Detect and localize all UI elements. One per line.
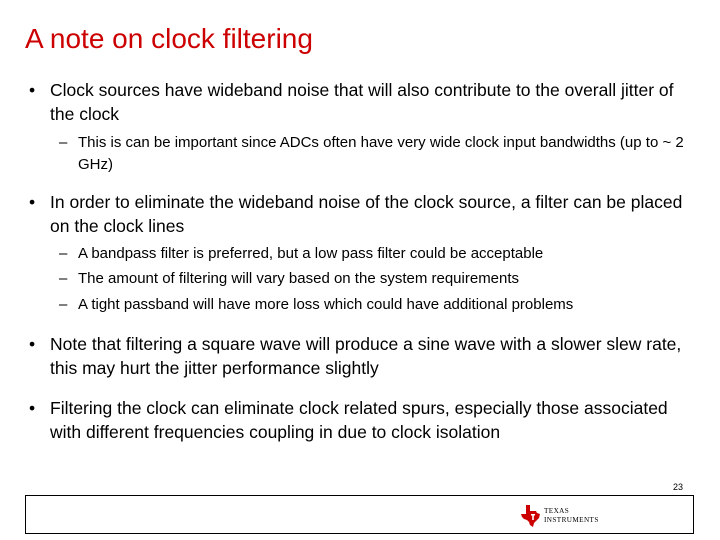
- sub-bullet-item: [59, 132, 684, 176]
- sub-bullet-text: A bandpass filter is preferred, but a low pass filter could be acceptable: [78, 245, 544, 262]
- sub-bullet-marker: –: [59, 134, 68, 151]
- texas-state-icon: [521, 505, 541, 527]
- sub-bullet-text: The amount of filtering will vary based on the system requirements: [78, 270, 520, 287]
- slide-title: A note on clock filtering: [25, 23, 313, 54]
- bullet-marker: •: [29, 398, 36, 418]
- sub-bullet-marker: –: [59, 296, 68, 313]
- sub-bullet-marker: –: [59, 245, 68, 262]
- bullet-item: [29, 78, 684, 126]
- sub-bullet-item: [59, 294, 684, 316]
- sub-bullet-text: A tight passband will have more loss which could have additional problems: [78, 296, 574, 313]
- bullet-marker: •: [29, 80, 36, 100]
- bullet-item: [29, 332, 684, 380]
- sub-bullet-marker: –: [59, 270, 68, 287]
- bullet-text: Filtering the clock can eliminate clock related spurs, especially those associated with different frequencies coupling in due to clock isolation: [50, 398, 668, 442]
- bullet-text: Clock sources have wideband noise that will also contribute to the overall jitter of the clock: [50, 80, 674, 124]
- bullet-item: [29, 190, 684, 238]
- sub-bullet-text: This is can be important since ADCs often have very wide clock input bandwidths (up to ~ 2 GHz): [78, 134, 684, 173]
- logo-text-line1: TEXAS: [544, 507, 570, 515]
- bullet-text: Note that filtering a square wave will produce a sine wave with a slower slew rate, this may hurt the jitter performance slightly: [50, 334, 682, 378]
- bullet-marker: •: [29, 192, 36, 212]
- bullet-text: In order to eliminate the wideband noise of the clock source, a filter can be placed on the clock lines: [50, 192, 683, 236]
- logo-text-line2: INSTRUMENTS: [544, 516, 599, 524]
- sub-bullet-item: [59, 243, 684, 265]
- sub-bullet-item: [59, 268, 684, 290]
- bullet-item: [29, 396, 684, 444]
- page-number: 23: [672, 482, 683, 492]
- texas-instruments-logo: [521, 505, 616, 527]
- bullet-marker: •: [29, 334, 36, 354]
